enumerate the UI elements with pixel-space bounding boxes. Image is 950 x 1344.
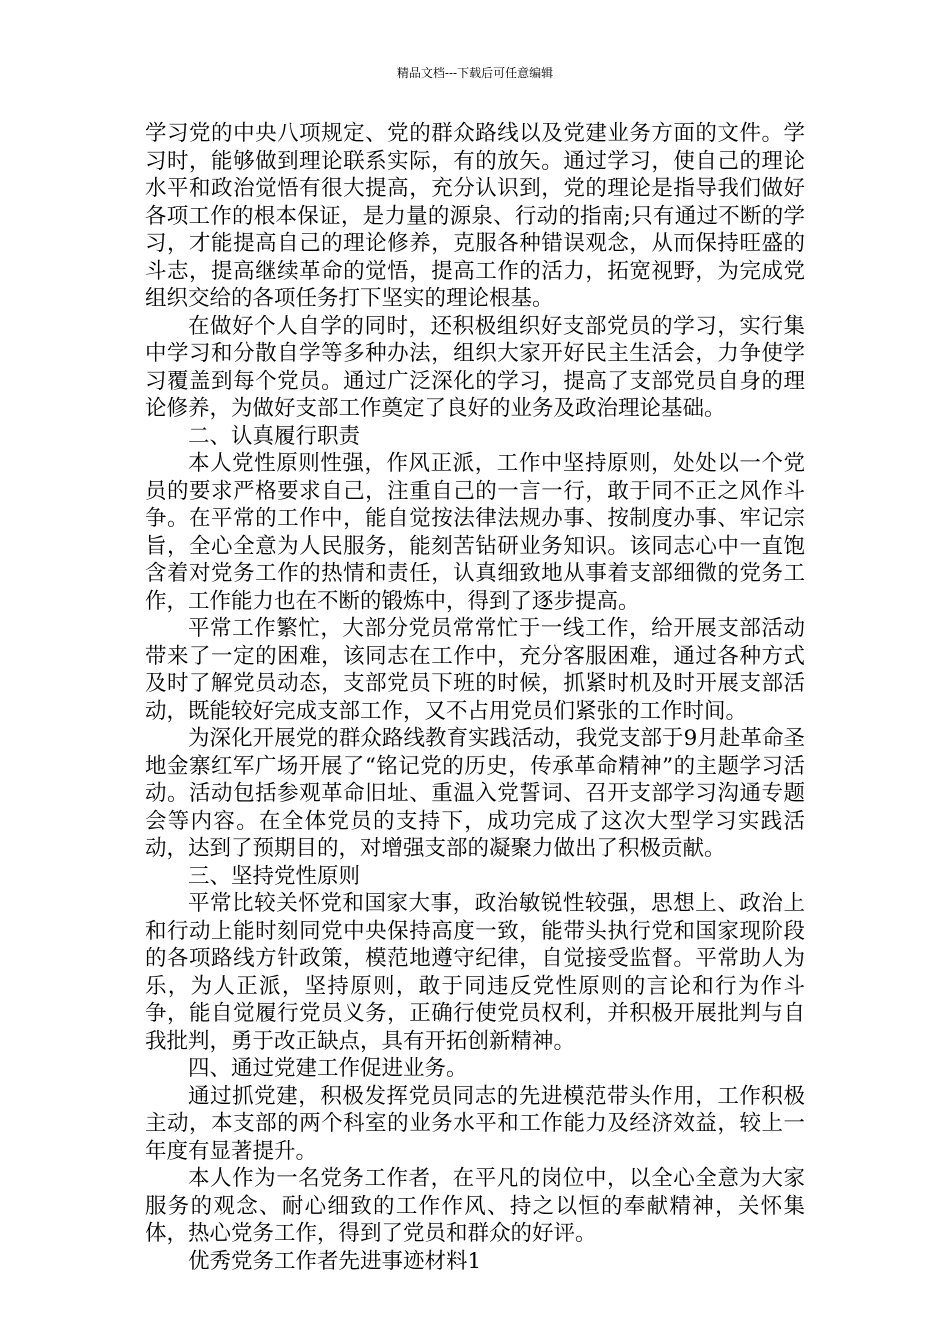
paragraph-education-activity: 为深化开展党的群众路线教育实践活动，我党支部于9月赴革命圣地金寨红军广场开展了“铭记党的历史，传承革命精神”的主题学习活动。活动包括参观革命旧址、重温入党誓词、召开支部学习沟通专题会等内容。在全体党员的支持下，成功完成了这次大型学习实践活动，达到了预期目的，对增强支部的凝聚力做出了积极贡献。 xyxy=(145,726,805,861)
paragraph-national-affairs: 平常比较关怀党和国家大事，政治敏锐性较强，思想上、政治上和行动上能时刻同党中央保持高度一致，能带头执行党和国家现阶段的各项路线方针政策，模范地遵守纪律，自觉接受监督。平常助人为乐，为人正派，坚持原则，敢于同违反党性原则的言论和行为作斗争，能自觉履行党员义务，正确行使党员权利，并积极开展批判与自我批判，勇于改正缺点，具有开拓创新精神。 xyxy=(145,891,805,1054)
section-heading-business: 四、通过党建工作促进业务。 xyxy=(188,1056,468,1081)
paragraph-party-worker: 本人作为一名党务工作者，在平凡的岗位中，以全心全意为大家服务的观念、耐心细致的工作作风、持之以恒的奉献精神，关怀集体，热心党务工作，得到了党员和群众的好评。 xyxy=(145,1166,805,1246)
paragraph-study-documents: 学习党的中央八项规定、党的群众路线以及党建业务方面的文件。学习时，能够做到理论联系实际，有的放矢。通过学习，使自己的理论水平和政治觉悟有很大提高，充分认识到，党的理论是指导我们做好各项工作的根本保证，是力量的源泉、行动的指南;只有通过不断的学习，才能提高自己的理论修养，克服各种错误观念，从而保持旺盛的斗志，提高继续革命的觉悟，提高工作的活力，拓宽视野，为完成党组织交给的各项任务打下坚实的理论根基。 xyxy=(145,121,805,311)
document-body xyxy=(145,120,805,1275)
section-heading-duties: 二、认真履行职责 xyxy=(188,423,361,449)
paragraph-party-principles: 本人党性原则性强，作风正派，工作中坚持原则，处处以一个党员的要求严格要求自己，注重自己的一言一行，敢于同不正之风作斗争。在平常的工作中，能自觉按法律法规办事、按制度办事、牢记宗旨，全心全意为人民服务，能刻苦钻研业务知识。该同志心中一直饱含着对党务工作的热情和责任，认真细致地从事着支部细微的党务工作，工作能力也在不断的锻炼中，得到了逐步提高。 xyxy=(145,451,805,614)
page-header-watermark: 精品文档---下载后可任意编辑 xyxy=(396,66,554,80)
paragraph-organize-study: 在做好个人自学的同时，还积极组织好支部党员的学习，实行集中学习和分散自学等多种办法，组织大家开好民主生活会，力争使学习覆盖到每个党员。通过广泛深化的学习，提高了支部党员自身的理论修养，为做好支部工作奠定了良好的业务及政治理论基础。 xyxy=(145,313,805,421)
paragraph-busy-work: 平常工作繁忙，大部分党员常常忙于一线工作，给开展支部活动带来了一定的困难，该同志在工作中，充分客服困难，通过各种方式及时了解党员动态，支部党员下班的时候，抓紧时机及时开展支部活动，既能较好完成支部工作，又不占用党员们紧张的工作时间。 xyxy=(145,616,805,724)
document-next-title: 优秀党务工作者先进事迹材料1 xyxy=(188,1248,482,1274)
paragraph-party-building: 通过抓党建，积极发挥党员同志的先进模范带头作用，工作积极主动，本支部的两个科室的业务水平和工作能力及经济效益，较上一年度有显著提升。 xyxy=(145,1083,805,1164)
section-heading-party-principle: 三、坚持党性原则 xyxy=(188,863,361,889)
